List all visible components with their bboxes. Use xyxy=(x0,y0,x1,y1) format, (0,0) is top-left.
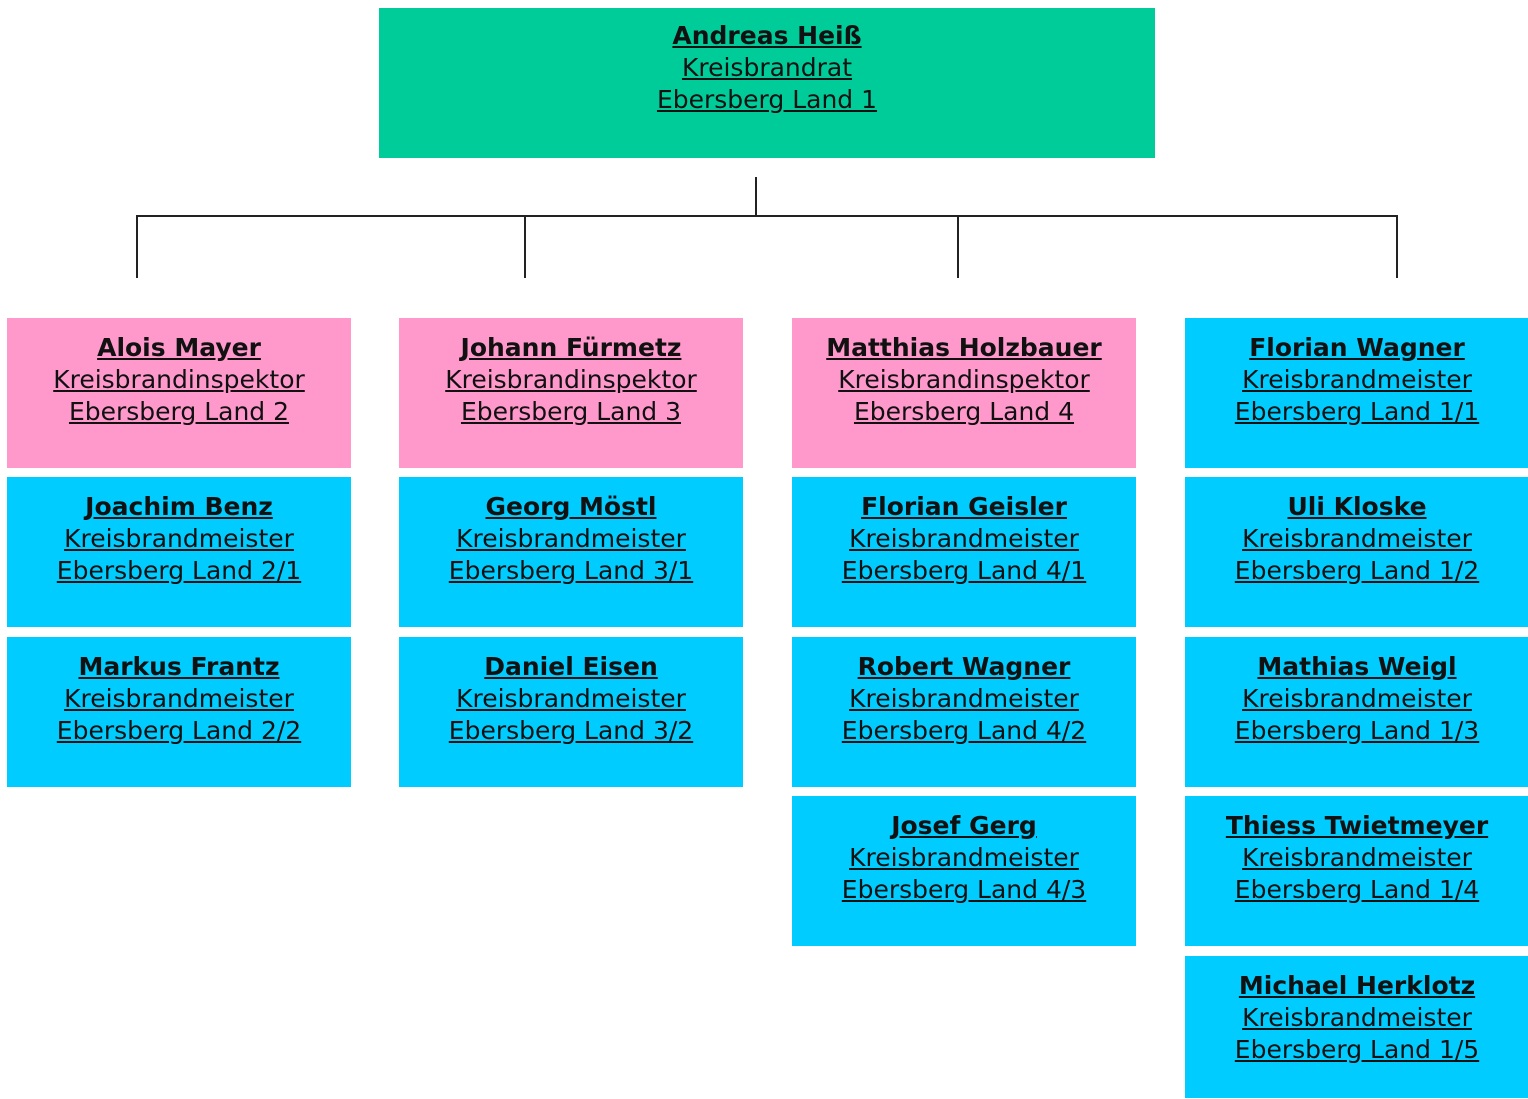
node-role-link[interactable]: Kreisbrandmeister xyxy=(64,684,294,713)
org-node-meister xyxy=(1185,477,1528,627)
node-name-link[interactable]: Florian Geisler xyxy=(861,492,1067,521)
node-name-link[interactable]: Uli Kloske xyxy=(1287,492,1427,521)
node-name-link[interactable]: Daniel Eisen xyxy=(484,652,658,681)
connector-drop-2 xyxy=(524,215,526,278)
connector-drop-1 xyxy=(136,215,138,278)
node-area-link[interactable]: Ebersberg Land 3 xyxy=(460,397,682,426)
connector-drop-4 xyxy=(1396,215,1398,278)
node-name-link[interactable]: Markus Frantz xyxy=(78,652,280,681)
connector-drop-3 xyxy=(957,215,959,278)
org-node-meister xyxy=(1185,796,1528,946)
node-name-link[interactable]: Florian Wagner xyxy=(1249,333,1465,362)
node-name-link[interactable]: Johann Fürmetz xyxy=(460,333,682,362)
node-name-link[interactable]: Andreas Heiß xyxy=(672,21,862,50)
org-node-inspector xyxy=(399,318,743,468)
org-node-meister xyxy=(399,637,743,787)
node-role-link[interactable]: Kreisbrandmeister xyxy=(64,524,294,553)
node-area-link[interactable]: Ebersberg Land 2/1 xyxy=(56,556,302,585)
org-node-meister xyxy=(1185,318,1528,468)
connector-trunk xyxy=(755,177,757,216)
node-area-link[interactable]: Ebersberg Land 4/3 xyxy=(841,875,1087,904)
org-node-inspector xyxy=(792,318,1136,468)
node-role-link[interactable]: Kreisbrandmeister xyxy=(849,524,1079,553)
node-role-link[interactable]: Kreisbrandmeister xyxy=(456,524,686,553)
node-role-link[interactable]: Kreisbrandmeister xyxy=(456,684,686,713)
node-name-link[interactable]: Georg Möstl xyxy=(485,492,657,521)
org-node-kreisbrandrat xyxy=(379,8,1155,158)
node-role-link[interactable]: Kreisbrandmeister xyxy=(1242,684,1472,713)
node-role-link[interactable]: Kreisbrandinspektor xyxy=(445,365,697,394)
node-name-link[interactable]: Josef Gerg xyxy=(891,811,1037,840)
node-area-link[interactable]: Ebersberg Land 1/1 xyxy=(1234,397,1480,426)
node-area-link[interactable]: Ebersberg Land 1/4 xyxy=(1234,875,1480,904)
org-node-meister xyxy=(792,637,1136,787)
node-area-link[interactable]: Ebersberg Land 4/2 xyxy=(841,716,1087,745)
node-role-link[interactable]: Kreisbrandinspektor xyxy=(838,365,1090,394)
node-area-link[interactable]: Ebersberg Land 1/5 xyxy=(1234,1035,1480,1064)
node-area-link[interactable]: Ebersberg Land 4 xyxy=(853,397,1075,426)
org-node-meister xyxy=(7,637,351,787)
node-area-link[interactable]: Ebersberg Land 4/1 xyxy=(841,556,1087,585)
org-node-meister xyxy=(792,477,1136,627)
org-node-inspector xyxy=(7,318,351,468)
node-area-link[interactable]: Ebersberg Land 1 xyxy=(656,85,878,114)
node-name-link[interactable]: Matthias Holzbauer xyxy=(826,333,1102,362)
node-role-link[interactable]: Kreisbrandmeister xyxy=(1242,524,1472,553)
node-area-link[interactable]: Ebersberg Land 3/1 xyxy=(448,556,694,585)
org-node-meister xyxy=(792,796,1136,946)
node-name-link[interactable]: Joachim Benz xyxy=(85,492,273,521)
node-name-link[interactable]: Mathias Weigl xyxy=(1257,652,1457,681)
node-role-link[interactable]: Kreisbrandrat xyxy=(681,53,853,82)
node-name-link[interactable]: Thiess Twietmeyer xyxy=(1225,811,1489,840)
org-node-meister xyxy=(399,477,743,627)
node-name-link[interactable]: Robert Wagner xyxy=(857,652,1071,681)
node-area-link[interactable]: Ebersberg Land 2 xyxy=(68,397,290,426)
node-role-link[interactable]: Kreisbrandmeister xyxy=(849,843,1079,872)
node-role-link[interactable]: Kreisbrandmeister xyxy=(1242,365,1472,394)
org-node-meister xyxy=(1185,956,1528,1098)
node-role-link[interactable]: Kreisbrandmeister xyxy=(1242,843,1472,872)
connector-horizontal xyxy=(136,215,1398,217)
node-name-link[interactable]: Alois Mayer xyxy=(97,333,261,362)
node-area-link[interactable]: Ebersberg Land 1/3 xyxy=(1234,716,1480,745)
org-node-meister xyxy=(7,477,351,627)
node-area-link[interactable]: Ebersberg Land 3/2 xyxy=(448,716,694,745)
node-role-link[interactable]: Kreisbrandmeister xyxy=(849,684,1079,713)
node-role-link[interactable]: Kreisbrandmeister xyxy=(1242,1003,1472,1032)
org-node-meister xyxy=(1185,637,1528,787)
node-role-link[interactable]: Kreisbrandinspektor xyxy=(53,365,305,394)
node-area-link[interactable]: Ebersberg Land 2/2 xyxy=(56,716,302,745)
node-name-link[interactable]: Michael Herklotz xyxy=(1238,971,1476,1000)
node-area-link[interactable]: Ebersberg Land 1/2 xyxy=(1234,556,1480,585)
